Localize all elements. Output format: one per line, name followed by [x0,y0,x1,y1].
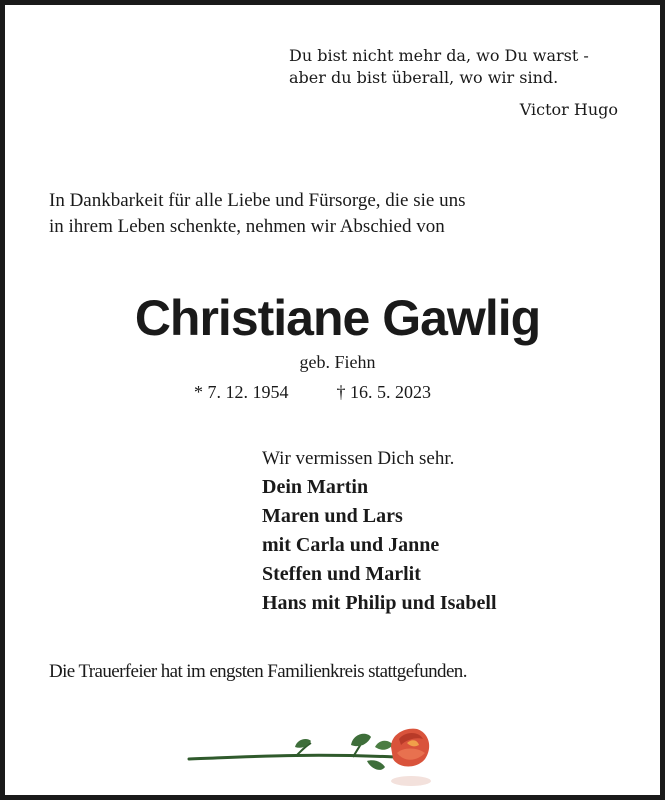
quote-line-1: Du bist nicht mehr da, wo Du warst - [289,46,589,65]
intro-text [49,188,629,240]
epigraph-quote [289,45,589,89]
life-dates [194,379,431,405]
maiden-name: geb. Fiehn [299,352,376,372]
intro-line-2: in ihrem Leben schenkte, nehmen wir Abschied von [49,216,445,237]
mourner-name: Steffen und Marlit [262,563,421,585]
quote-author: Victor Hugo [519,100,618,119]
death-date: † 16. 5. 2023 [336,382,431,402]
intro-line-1: In Dankbarkeit für alle Liebe und Fürsorge, die sie uns [49,190,466,211]
mourners-block [262,445,497,618]
mourner-name: Maren und Lars [262,505,403,527]
deceased-name: Christiane Gawlig [134,290,541,346]
mourner-name: Dein Martin [262,476,369,498]
mourner-name: mit Carla und Janne [262,534,440,556]
ceremony-note: Die Trauerfeier hat im engsten Familienkreis stattgefunden. [49,661,467,682]
quote-line-2: aber du bist überall, wo wir sind. [289,68,559,87]
mourners-message: Wir vermissen Dich sehr. [262,448,455,469]
birth-date: * 7. 12. 1954 [194,382,289,402]
rose-icon [185,717,435,793]
mourner-name: Hans mit Philip und Isabell [262,592,497,614]
